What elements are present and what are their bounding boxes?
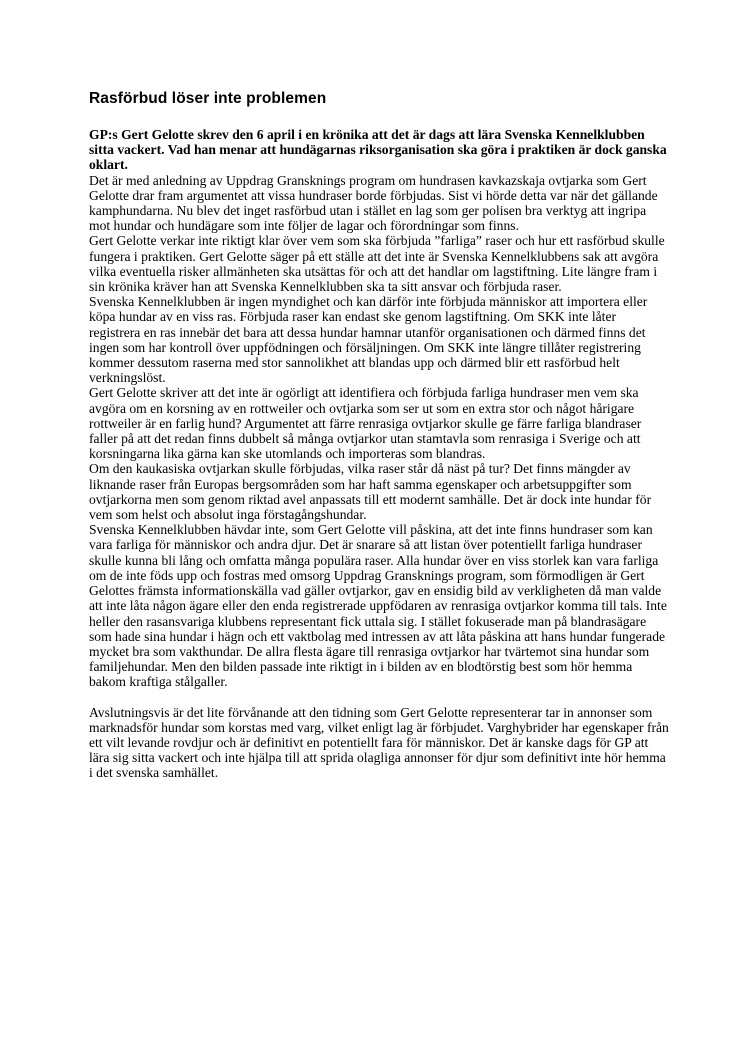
article-lead: GP:s Gert Gelotte skrev den 6 april i en krönika att det är dags att lära Svenska Kennelklubben sitta vackert. Vad han menar att hundägarnas riksorganisation ska göra i praktiken är dock ganska oklart. bbox=[89, 127, 667, 173]
article-closing: Avslutningsvis är det lite förvånande att den tidning som Gert Gelotte representerar tar in annonser som marknadsför hundar som korstas med varg, vilket enligt lag är förbjudet. Varghybrider har egenskaper från ett vilt levande rovdjur och är definitivt en potentiellt fara för människor. Det är kanske dags för GP att lära sig sitta vackert och inte hjälpa till att sprida olagliga annonser för djur som definitivt inte hör hemma i det svenska samhället. bbox=[89, 704, 669, 781]
article-paragraph: Gert Gelotte skriver att det inte är ogörligt att identifiera och förbjuda farliga hundraser men vem ska avgöra om en korsning av en rottweiler och ovtjarka som ser ut som en extra stor och något hårigare rottweiler är en farlig hund? Argumentet att färre renrasiga ovtjarkor skulle ge färre farliga blandraser faller på att det redan finns dubbelt så många ovtjarkor utan stamtavla som renrasiga i Sverige och att korsningarna lika gärna kan ske utomlands och importeras som blandras. bbox=[89, 385, 642, 462]
paragraph-spacer bbox=[89, 690, 669, 705]
article-title: Rasförbud löser inte problemen bbox=[89, 90, 327, 107]
article-body bbox=[89, 127, 669, 781]
article-paragraph: Svenska Kennelklubben är ingen myndighet och kan därför inte förbjuda människor att importera eller köpa hundar av en viss ras. Förbjuda raser kan endast ske genom lagstiftning. Om SKK inte låter registrera en ras innebär det bara att dessa hundar hamnar utanför organisationen och därmed finns det ingen som har kontroll över uppfödningen och försäljningen. Om SKK inte längre tillåter registrering kommer dessutom raserna med stor sannolikhet att blandas upp och därmed blir ett rasförbud helt verkningslöst. bbox=[89, 294, 648, 386]
article-paragraph: Om den kaukasiska ovtjarkan skulle förbjudas, vilka raser står då näst på tur? Det finns mängder av liknande raser från Europas bergsområden som har haft samma egenskaper och arbetsuppgifter som ovtjarkorna men som genom riktad avel anpassats till ett modernt samhälle. Det är dock inte hundar för vem som helst och absolut inga förstagångshundar. bbox=[89, 461, 652, 523]
article-paragraph: Det är med anledning av Uppdrag Gransknings program om hundrasen kavkazskaja ovtjarka som Gert Gelotte drar fram argumentet att vissa hundraser borde förbjudas. Sist vi hörde detta var när det gällande kamphundarna. Nu blev det inget rasförbud utan i stället en lag som ger polisen bra verktyg att ingripa mot hundar och hundägare som inte följer de lagar och förordningar som finns. bbox=[89, 172, 658, 234]
article-paragraph: Svenska Kennelklubben hävdar inte, som Gert Gelotte vill påskina, att det inte finns hundraser som kan vara farliga för människor och andra djur. Det är snarare så att listan över potentiellt farliga hundraser skulle kunna bli lång och omfatta många populära raser. Alla hundar över en viss storlek kan vara farliga om de inte föds upp och fostras med omsorg Uppdrag Gransknings program, som förmodligen är Gert Gelottes främsta informationskälla vad gäller ovtjarkor, gav en ensidig bild av verkligheten då man valde att inte låta någon ägare eller den enda registrerade uppfödaren av renrasiga ovtjarkor komma till tals. Inte heller den rasansvariga klubbens representant fick uttala sig. I stället fokuserade man på blandrasägare som hade sina hundar i hägn och ett vaktbolag med intressen av att låta påskina att hans hundar fungerade mycket bra som vakthundar. De allra flesta ägare till renrasiga ovtjarkor har tvärtemot sina hundar som familjehundar. Men den bilden passade inte riktigt in i bilden av en blodtörstig best som hör hemma bakom kraftiga stålgaller. bbox=[89, 522, 667, 690]
article-paragraph: Gert Gelotte verkar inte riktigt klar över vem som ska förbjuda ”farliga” raser och hur ett rasförbud skulle fungera i praktiken. Gert Gelotte säger på ett ställe att det inte är Svenska Kennelklubbens sak att avgöra vilka eventuella risker allmänheten ska utsättas för och att det handlar om lagstiftning. Lite längre fram i sin krönika kräver han att Svenska Kennelklubben ska ta sitt ansvar och förbjuda raser. bbox=[89, 233, 665, 295]
